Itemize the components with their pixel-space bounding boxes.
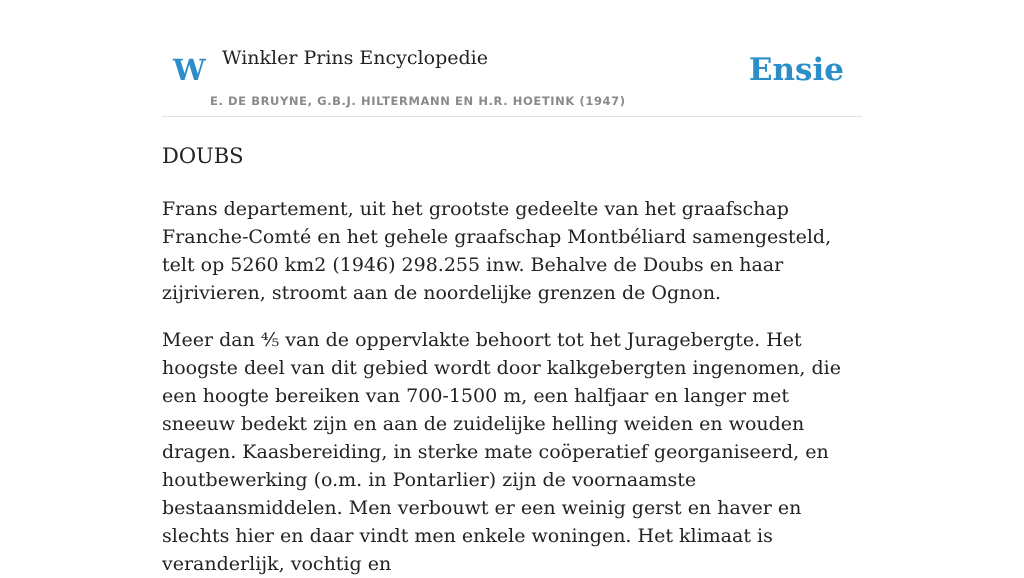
- site-header: [162, 0, 862, 117]
- article-paragraph: Meer dan ⅘ van de oppervlakte behoort tot het Juragebergte. Het hoogste deel van dit gebied wordt door kalkgebergten ingenomen, die een hoogte bereiken van 700-1500 m, een halfjaar en langer met sneeuw bedekt zijn en aan de zuidelijke helling weiden en wouden dragen. Kaasbereiding, in sterke mate coöperatief georganiseerd, en houtbewerking (o.m. in Pontarlier) zijn de voornaamste bestaansmiddelen. Men verbouwt er een weinig gerst en haver en slechts hier en daar vindt men enkele woningen. Het klimaat is veranderlijk, vochtig en: [162, 329, 841, 575]
- page: [162, 0, 862, 578]
- publication-title[interactable]: Winkler Prins Encyclopedie: [222, 47, 488, 69]
- publication-logo-icon[interactable]: W: [173, 53, 206, 87]
- article-body: [162, 195, 862, 578]
- article-title: DOUBS: [162, 144, 244, 168]
- ensie-logo[interactable]: Ensie: [748, 52, 844, 88]
- article-paragraph: Frans departement, uit het grootste gedeelte van het graafschap Franche-Comté en het gehele graafschap Montbéliard samengesteld, telt op 5260 km2 (1946) 298.255 inw. Behalve de Doubs en haar zijrivieren, stroomt aan de noordelijke grenzen de Ognon.: [162, 198, 832, 304]
- publication-authors: E. DE BRUYNE, G.B.J. HILTERMANN EN H.R. HOETINK (1947): [210, 94, 626, 108]
